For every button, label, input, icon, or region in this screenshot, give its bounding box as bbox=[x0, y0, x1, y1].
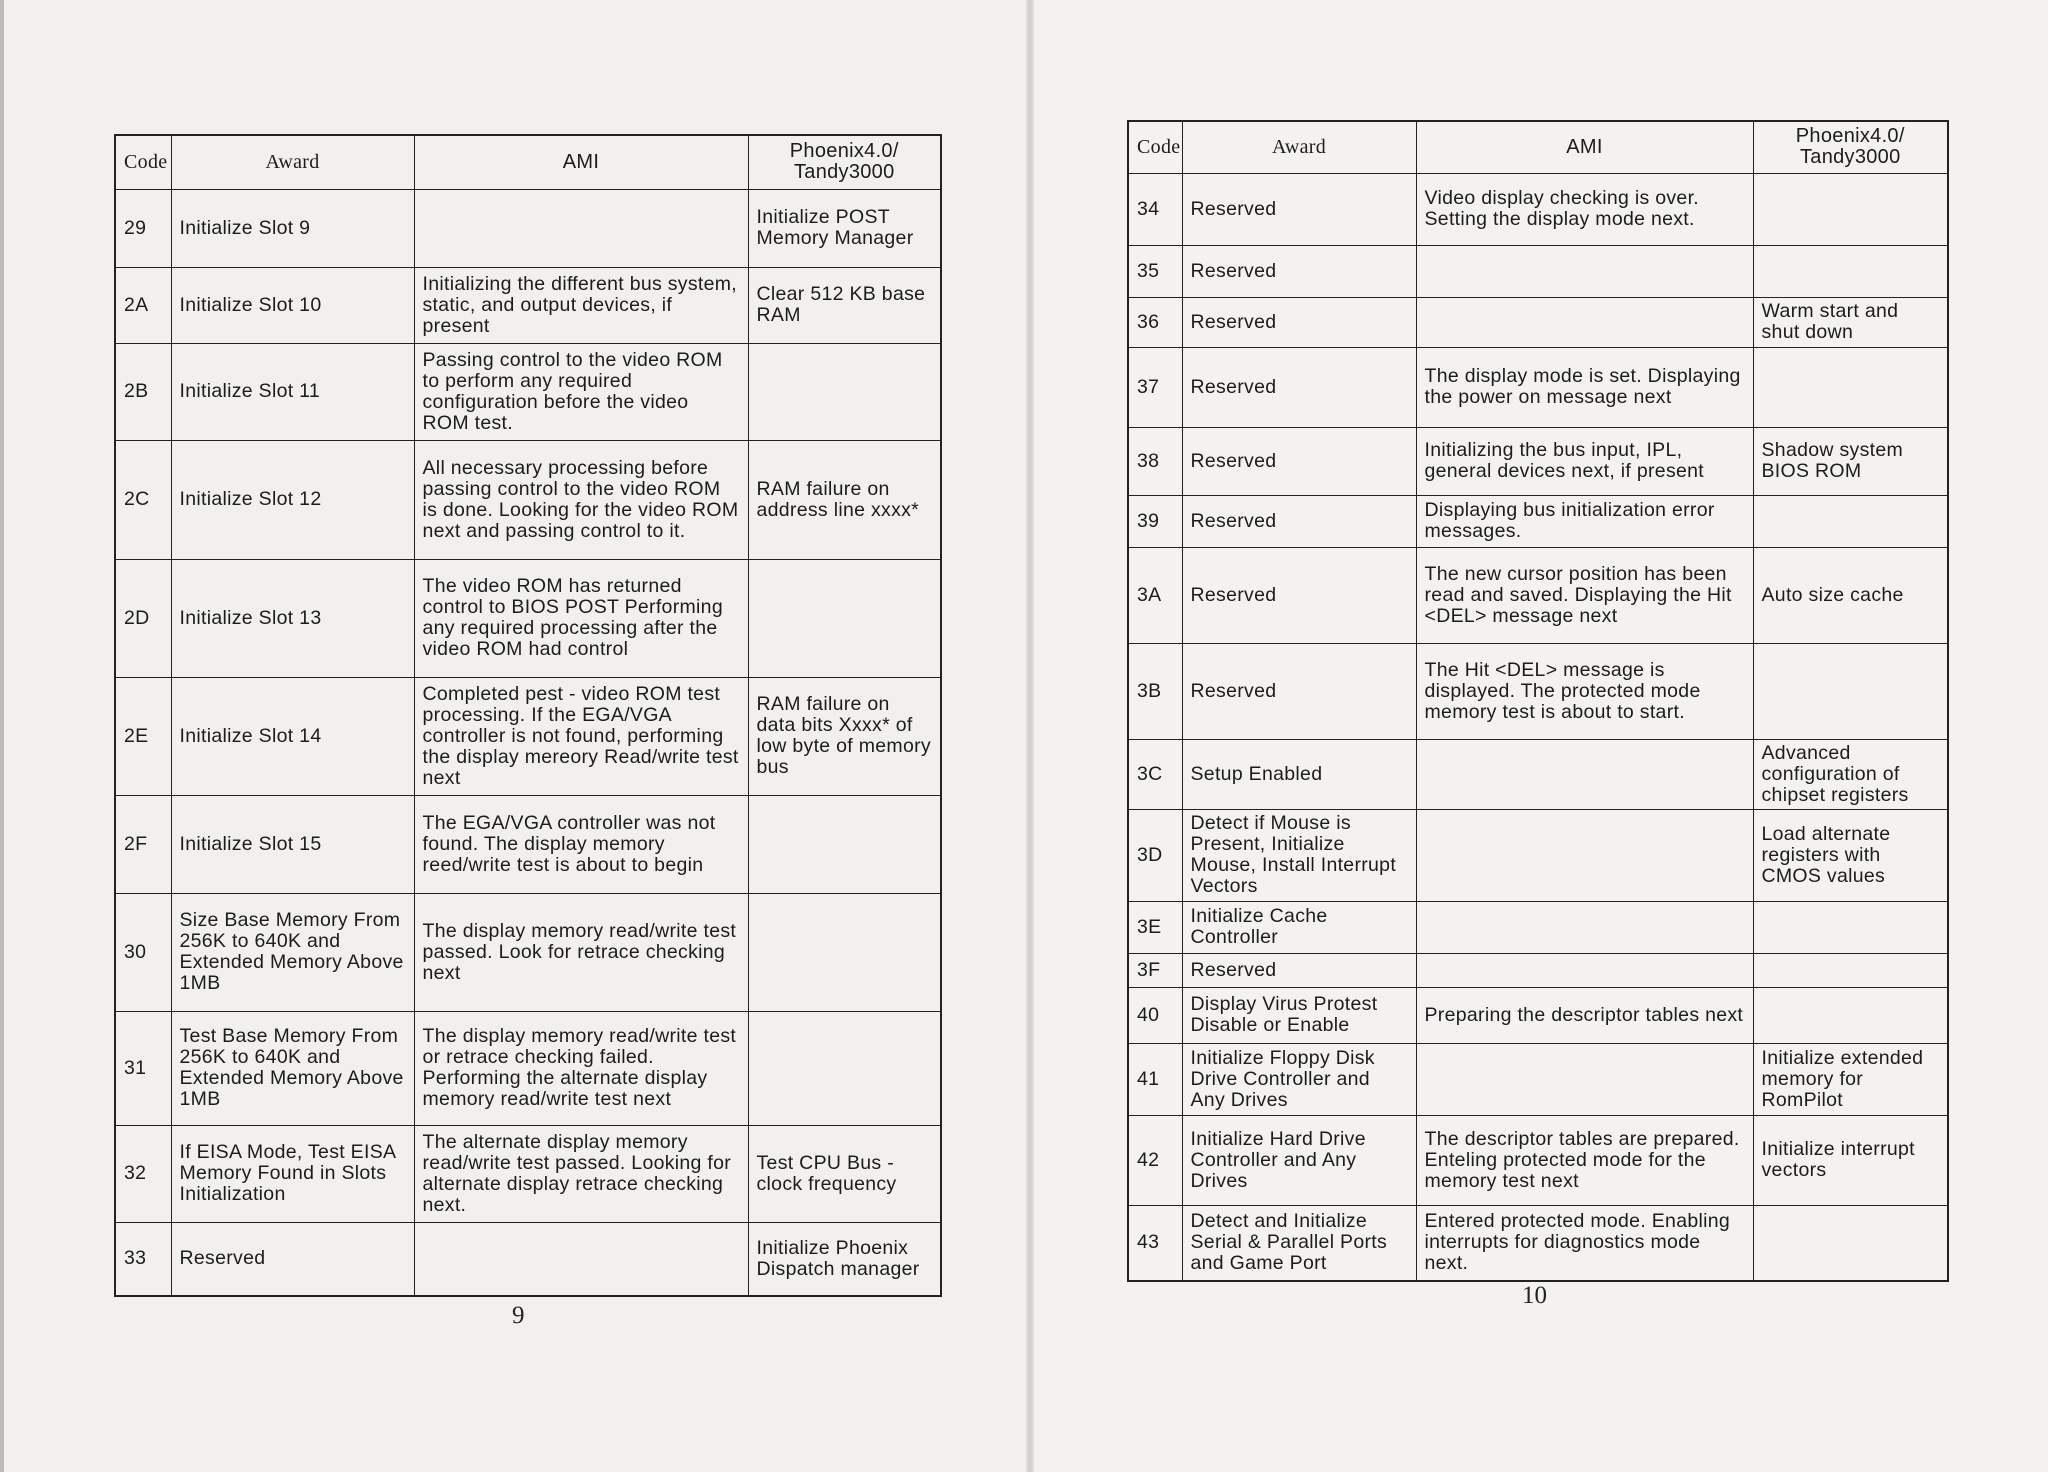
ami-cell: The display memory read/write test passed. Look for retrace checking next bbox=[414, 893, 748, 1011]
code-cell: 2C bbox=[115, 440, 171, 559]
ami-cell: Initializing the bus input, IPL, general devices next, if present bbox=[1416, 427, 1753, 495]
ami-cell bbox=[1416, 245, 1753, 297]
code-cell: 3F bbox=[1128, 953, 1182, 987]
code-cell: 29 bbox=[115, 189, 171, 267]
code-cell: 2D bbox=[115, 559, 171, 677]
award-cell: Reserved bbox=[1182, 427, 1416, 495]
code-cell: 2B bbox=[115, 343, 171, 440]
ami-cell bbox=[1416, 1043, 1753, 1115]
code-cell: 37 bbox=[1128, 347, 1182, 427]
ami-cell: Initializing the different bus system, static, and output devices, if present bbox=[414, 267, 748, 343]
ami-cell bbox=[1416, 297, 1753, 347]
phoenix-cell bbox=[1753, 987, 1948, 1043]
ami-cell: Preparing the descriptor tables next bbox=[1416, 987, 1753, 1043]
table-row bbox=[1128, 953, 1948, 987]
header-code: Code bbox=[1128, 121, 1182, 173]
page-number-left: 9 bbox=[512, 1302, 525, 1329]
award-cell: Reserved bbox=[1182, 953, 1416, 987]
code-cell: 35 bbox=[1128, 245, 1182, 297]
table-row bbox=[1128, 347, 1948, 427]
phoenix-cell: Initialize extended memory for RomPilot bbox=[1753, 1043, 1948, 1115]
ami-cell: The new cursor position has been read and saved. Displaying the Hit <DEL> message next bbox=[1416, 547, 1753, 643]
phoenix-cell: Initialize POST Memory Manager bbox=[748, 189, 941, 267]
award-cell: Initialize Slot 12 bbox=[171, 440, 414, 559]
phoenix-cell: Warm start and shut down bbox=[1753, 297, 1948, 347]
award-cell: Size Base Memory From 256K to 640K and Extended Memory Above 1MB bbox=[171, 893, 414, 1011]
code-cell: 3E bbox=[1128, 901, 1182, 953]
post-code-table-right bbox=[1127, 120, 1949, 1282]
award-cell: Initialize Slot 9 bbox=[171, 189, 414, 267]
code-cell: 43 bbox=[1128, 1205, 1182, 1281]
table-row bbox=[1128, 245, 1948, 297]
table-row bbox=[115, 189, 941, 267]
phoenix-cell: Auto size cache bbox=[1753, 547, 1948, 643]
code-cell: 36 bbox=[1128, 297, 1182, 347]
code-cell: 3C bbox=[1128, 739, 1182, 809]
award-cell: Reserved bbox=[1182, 495, 1416, 547]
ami-cell: The EGA/VGA controller was not found. The display memory reed/write test is about to begin bbox=[414, 795, 748, 893]
table-row bbox=[115, 1125, 941, 1222]
header-code: Code bbox=[115, 135, 171, 189]
award-cell: Reserved bbox=[1182, 547, 1416, 643]
code-cell: 34 bbox=[1128, 173, 1182, 245]
table-row bbox=[115, 343, 941, 440]
award-cell: Reserved bbox=[1182, 245, 1416, 297]
phoenix-cell: Shadow system BIOS ROM bbox=[1753, 427, 1948, 495]
award-cell: Reserved bbox=[171, 1222, 414, 1296]
table-row bbox=[1128, 643, 1948, 739]
award-cell: Reserved bbox=[1182, 347, 1416, 427]
phoenix-cell bbox=[748, 559, 941, 677]
award-cell: Reserved bbox=[1182, 173, 1416, 245]
phoenix-cell bbox=[748, 893, 941, 1011]
table-row bbox=[1128, 495, 1948, 547]
header-award: Award bbox=[171, 135, 414, 189]
code-cell: 32 bbox=[115, 1125, 171, 1222]
code-cell: 33 bbox=[115, 1222, 171, 1296]
phoenix-cell bbox=[1753, 495, 1948, 547]
phoenix-cell bbox=[748, 795, 941, 893]
table-row bbox=[1128, 1043, 1948, 1115]
ami-cell: The video ROM has returned control to BIOS POST Performing any required processing after the video ROM had control bbox=[414, 559, 748, 677]
ami-cell: Video display checking is over. Setting the display mode next. bbox=[1416, 173, 1753, 245]
table-row bbox=[1128, 987, 1948, 1043]
phoenix-cell: Initialize Phoenix Dispatch manager bbox=[748, 1222, 941, 1296]
table-row bbox=[115, 677, 941, 795]
ami-cell: Entered protected mode. Enabling interrupts for diagnostics mode next. bbox=[1416, 1205, 1753, 1281]
ami-cell bbox=[414, 189, 748, 267]
award-cell: If EISA Mode, Test EISA Memory Found in Slots Initialization bbox=[171, 1125, 414, 1222]
code-cell: 38 bbox=[1128, 427, 1182, 495]
phoenix-cell bbox=[748, 343, 941, 440]
page-number-right: 10 bbox=[1522, 1282, 1547, 1309]
ami-cell: All necessary processing before passing control to the video ROM is done. Looking for the video ROM next and passing control to it. bbox=[414, 440, 748, 559]
book-gutter bbox=[1026, 0, 1034, 1472]
ami-cell bbox=[1416, 901, 1753, 953]
book-edge bbox=[0, 0, 4, 1472]
award-cell: Detect if Mouse is Present, Initialize Mouse, Install Interrupt Vectors bbox=[1182, 809, 1416, 901]
header-phoenix: Phoenix4.0/ Tandy3000 bbox=[748, 135, 941, 189]
code-cell: 39 bbox=[1128, 495, 1182, 547]
code-cell: 41 bbox=[1128, 1043, 1182, 1115]
table-row bbox=[1128, 739, 1948, 809]
phoenix-cell: Test CPU Bus - clock frequency bbox=[748, 1125, 941, 1222]
table-row bbox=[115, 267, 941, 343]
table-row bbox=[1128, 547, 1948, 643]
table-row bbox=[1128, 901, 1948, 953]
phoenix-cell bbox=[1753, 347, 1948, 427]
award-cell: Initialize Slot 14 bbox=[171, 677, 414, 795]
award-cell: Setup Enabled bbox=[1182, 739, 1416, 809]
code-cell: 42 bbox=[1128, 1115, 1182, 1205]
table-header-row bbox=[115, 135, 941, 189]
award-cell: Initialize Hard Drive Controller and Any Drives bbox=[1182, 1115, 1416, 1205]
phoenix-cell: Clear 512 KB base RAM bbox=[748, 267, 941, 343]
award-cell: Reserved bbox=[1182, 643, 1416, 739]
phoenix-cell: RAM failure on address line xxxx* bbox=[748, 440, 941, 559]
table-row bbox=[115, 1222, 941, 1296]
code-cell: 2F bbox=[115, 795, 171, 893]
ami-cell: Displaying bus initialization error messages. bbox=[1416, 495, 1753, 547]
ami-cell: The display memory read/write test or retrace checking failed. Performing the alternate display memory read/write test next bbox=[414, 1011, 748, 1125]
table-row bbox=[115, 559, 941, 677]
ami-cell bbox=[414, 1222, 748, 1296]
phoenix-cell: RAM failure on data bits Xxxx* of low byte of memory bus bbox=[748, 677, 941, 795]
code-cell: 3B bbox=[1128, 643, 1182, 739]
ami-cell: The Hit <DEL> message is displayed. The protected mode memory test is about to start. bbox=[1416, 643, 1753, 739]
table-row bbox=[115, 795, 941, 893]
ami-cell bbox=[1416, 953, 1753, 987]
table-row bbox=[1128, 427, 1948, 495]
phoenix-cell bbox=[1753, 245, 1948, 297]
header-award: Award bbox=[1182, 121, 1416, 173]
award-cell: Initialize Floppy Disk Drive Controller and Any Drives bbox=[1182, 1043, 1416, 1115]
table-row bbox=[1128, 297, 1948, 347]
phoenix-cell bbox=[1753, 1205, 1948, 1281]
phoenix-cell: Initialize interrupt vectors bbox=[1753, 1115, 1948, 1205]
ami-cell: The descriptor tables are prepared. Enteling protected mode for the memory test next bbox=[1416, 1115, 1753, 1205]
code-cell: 30 bbox=[115, 893, 171, 1011]
award-cell: Initialize Slot 10 bbox=[171, 267, 414, 343]
code-cell: 2E bbox=[115, 677, 171, 795]
award-cell: Initialize Cache Controller bbox=[1182, 901, 1416, 953]
code-cell: 2A bbox=[115, 267, 171, 343]
ami-cell bbox=[1416, 809, 1753, 901]
code-cell: 3D bbox=[1128, 809, 1182, 901]
table-row bbox=[1128, 173, 1948, 245]
award-cell: Detect and Initialize Serial & Parallel Ports and Game Port bbox=[1182, 1205, 1416, 1281]
table-row bbox=[1128, 1205, 1948, 1281]
table-row bbox=[1128, 809, 1948, 901]
header-phoenix: Phoenix4.0/ Tandy3000 bbox=[1753, 121, 1948, 173]
post-code-table-left bbox=[114, 134, 942, 1297]
table-row bbox=[115, 440, 941, 559]
phoenix-cell bbox=[1753, 173, 1948, 245]
table-header-row bbox=[1128, 121, 1948, 173]
ami-cell: The alternate display memory read/write test passed. Looking for alternate display retrace checking next. bbox=[414, 1125, 748, 1222]
phoenix-cell bbox=[748, 1011, 941, 1125]
ami-cell bbox=[1416, 739, 1753, 809]
table-row bbox=[1128, 1115, 1948, 1205]
award-cell: Initialize Slot 15 bbox=[171, 795, 414, 893]
award-cell: Initialize Slot 13 bbox=[171, 559, 414, 677]
table-row bbox=[115, 1011, 941, 1125]
award-cell: Display Virus Protest Disable or Enable bbox=[1182, 987, 1416, 1043]
phoenix-cell bbox=[1753, 901, 1948, 953]
award-cell: Reserved bbox=[1182, 297, 1416, 347]
phoenix-cell: Advanced configuration of chipset registers bbox=[1753, 739, 1948, 809]
code-cell: 31 bbox=[115, 1011, 171, 1125]
phoenix-cell: Load alternate registers with CMOS values bbox=[1753, 809, 1948, 901]
table-row bbox=[115, 893, 941, 1011]
ami-cell: Passing control to the video ROM to perform any required configuration before the video ROM test. bbox=[414, 343, 748, 440]
award-cell: Test Base Memory From 256K to 640K and Extended Memory Above 1MB bbox=[171, 1011, 414, 1125]
award-cell: Initialize Slot 11 bbox=[171, 343, 414, 440]
phoenix-cell bbox=[1753, 643, 1948, 739]
code-cell: 3A bbox=[1128, 547, 1182, 643]
header-ami: AMI bbox=[414, 135, 748, 189]
ami-cell: The display mode is set. Displaying the power on message next bbox=[1416, 347, 1753, 427]
ami-cell: Completed pest - video ROM test processing. If the EGA/VGA controller is not found, performing the display mereory Read/write test next bbox=[414, 677, 748, 795]
phoenix-cell bbox=[1753, 953, 1948, 987]
header-ami: AMI bbox=[1416, 121, 1753, 173]
code-cell: 40 bbox=[1128, 987, 1182, 1043]
